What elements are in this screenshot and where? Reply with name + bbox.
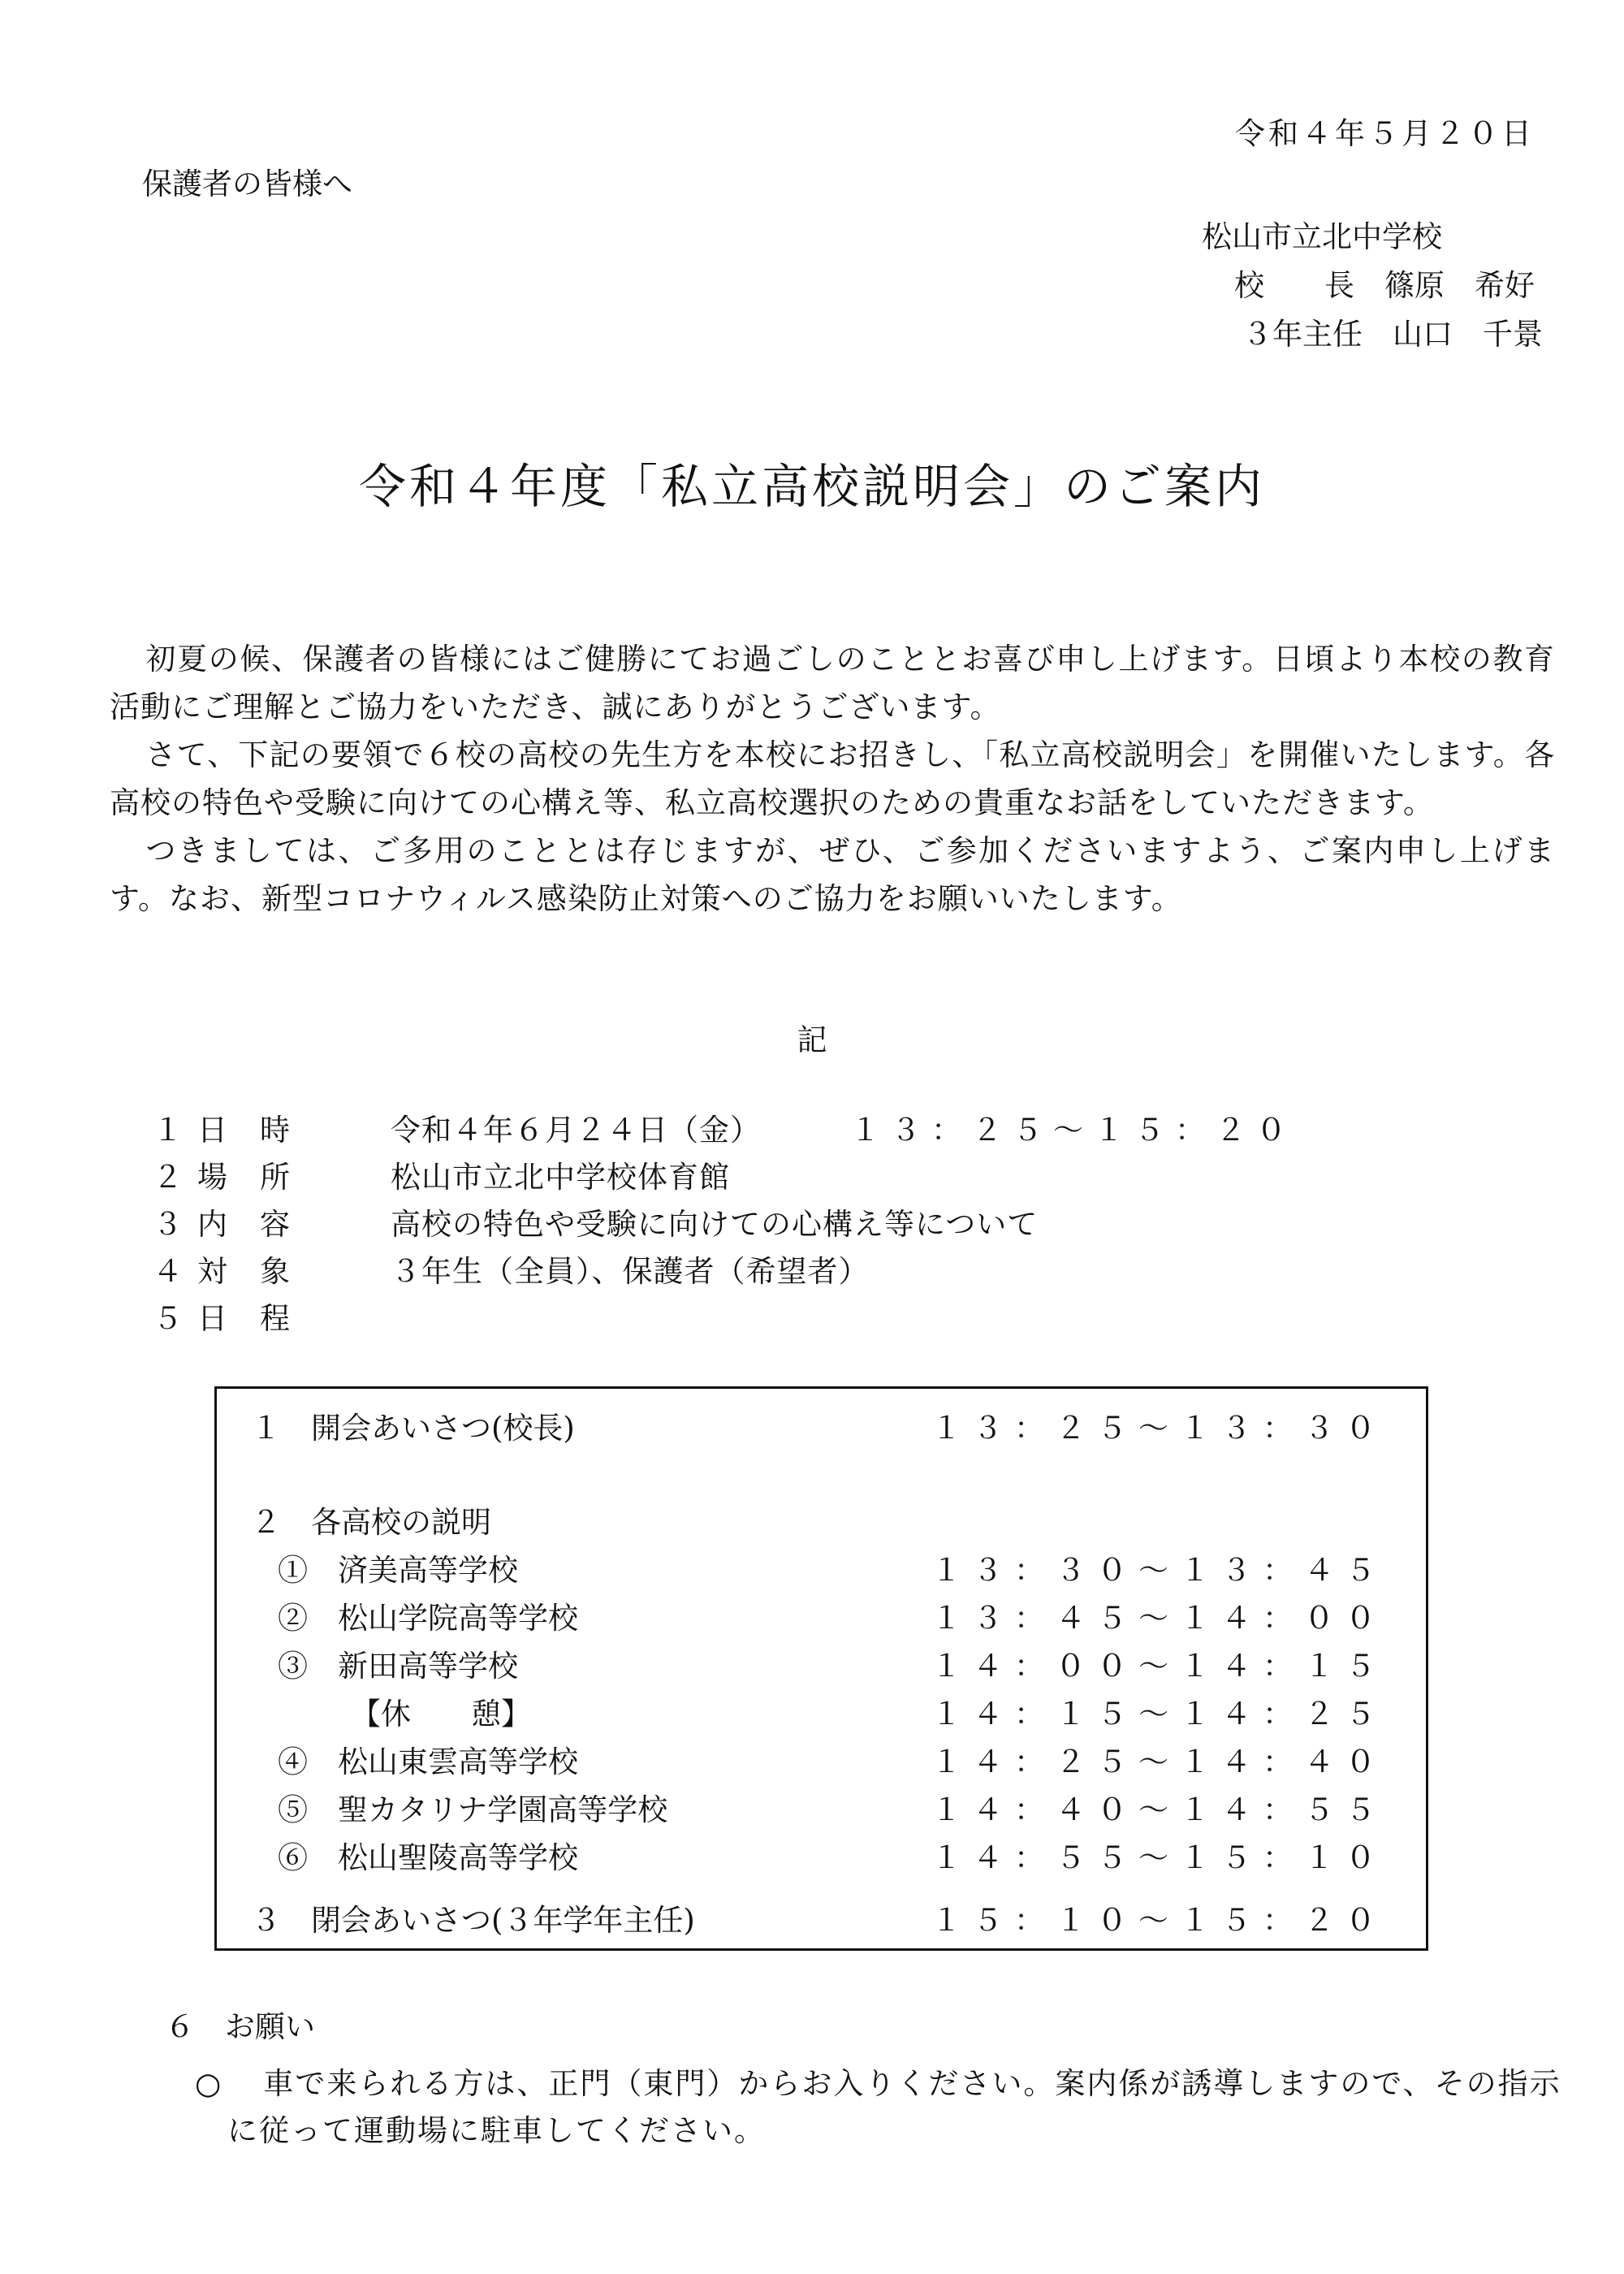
addressee: 保護者の皆様へ: [142, 166, 352, 201]
details-list: [153, 1115, 1297, 1351]
detail-number: ５: [153, 1301, 183, 1336]
schedule-time: １５：１０～１５：２０: [931, 1903, 1387, 1938]
detail-label: 日程: [197, 1301, 322, 1336]
schedule-item: ① 済美高等学校: [278, 1553, 518, 1588]
schedule-time: １３：３０～１３：４５: [931, 1553, 1387, 1588]
circle-bullet: ○: [195, 2066, 223, 2101]
schedule-item: ３ 閉会あいさつ(３年学年主任): [251, 1903, 695, 1938]
sender-block: [1202, 213, 1543, 359]
body-text: [110, 635, 1555, 923]
detail-label: 内容: [197, 1207, 322, 1242]
schedule-time: １４：１５～１４：２５: [931, 1697, 1387, 1731]
detail-label: 場所: [197, 1160, 322, 1195]
request-item: [195, 2060, 1567, 2155]
detail-item-datetime: [153, 1115, 1297, 1162]
detail-number: ３: [153, 1207, 183, 1242]
detail-label: 対象: [197, 1254, 322, 1289]
requests-heading: ６ お願い: [165, 2009, 315, 2044]
schedule-item: ④ 松山東雲高等学校: [278, 1744, 578, 1779]
detail-value: 松山市立北中学校体育館: [391, 1160, 730, 1195]
sender-principal: 校 長 篠原 希好: [1234, 268, 1535, 303]
schedule-time: １４：４０～１４：５５: [931, 1792, 1387, 1827]
schedule-item: ③ 新田高等学校: [278, 1649, 518, 1684]
detail-label: 日時: [197, 1113, 322, 1148]
body-paragraph: つきましては、ご多用のこととは存じますが、ぜひ、ご参加くださいますよう、ご案内申し上げます。なお、新型コロナウィルス感染防止対策へのご協力をお願いいたします。: [110, 833, 1555, 916]
sender-school: 松山市立北中学校: [1202, 219, 1442, 254]
schedule-item: ⑥ 松山聖陵高等学校: [278, 1840, 578, 1875]
detail-item-place: [153, 1162, 1297, 1209]
document-title: 令和４年度「私立高校説明会」のご案内: [358, 459, 1265, 514]
sender-grade-head: ３年主任 山口 千景: [1242, 317, 1543, 352]
detail-item-schedule: [153, 1303, 1297, 1351]
schedule-item: ② 松山学院高等学校: [278, 1601, 578, 1636]
detail-item-target: [153, 1256, 1297, 1303]
schedule-item: ⑤ 聖カタリナ学園高等学校: [278, 1792, 668, 1827]
detail-value: 高校の特色や受験に向けての心構え等について: [391, 1207, 1039, 1242]
schedule-time: １３：２５～１３：３０: [931, 1411, 1387, 1446]
body-paragraph: さて、下記の要領で６校の高校の先生方を本校にお招きし、「私立高校説明会」を開催いたします。各高校の特色や受験に向けての心構え等、私立高校選択のための貴重なお話をしていただきます。: [110, 737, 1555, 820]
detail-number: ２: [153, 1160, 183, 1195]
ki-heading: 記: [797, 1022, 827, 1057]
detail-value: 令和４年６月２４日（金）: [391, 1113, 761, 1148]
detail-item-content: [153, 1209, 1297, 1256]
detail-number: ４: [153, 1254, 183, 1289]
schedule-box: [214, 1386, 1428, 1951]
detail-value: ３年生（全員）、保護者（希望者）: [391, 1254, 870, 1289]
schedule-time: １４：２５～１４：４０: [931, 1744, 1387, 1779]
schedule-item: 【休 憩】: [351, 1697, 531, 1731]
request-text: 車で来られる方は、正門（東門）からお入りください。案内係が誘導しますので、その指示に従って運動場に駐車してください。: [227, 2066, 1561, 2148]
schedule-item: １ 開会あいさつ(校長): [251, 1411, 575, 1446]
schedule-time: １４：００～１４：１５: [931, 1649, 1387, 1684]
body-paragraph: 初夏の候、保護者の皆様にはご健勝にてお過ごしのこととお喜び申し上げます。日頃より本校の教育活動にご理解とご協力をいただき、誠にありがとうございます。: [110, 642, 1555, 724]
issue-date: 令和４年５月２０日: [1235, 116, 1535, 151]
detail-time: １３：２５～１５：２０: [850, 1113, 1297, 1148]
schedule-time: １４：５５～１５：１０: [931, 1840, 1387, 1875]
schedule-heading: ２ 各高校の説明: [251, 1505, 491, 1540]
schedule-time: １３：４５～１４：００: [931, 1601, 1387, 1636]
detail-number: １: [153, 1113, 183, 1148]
